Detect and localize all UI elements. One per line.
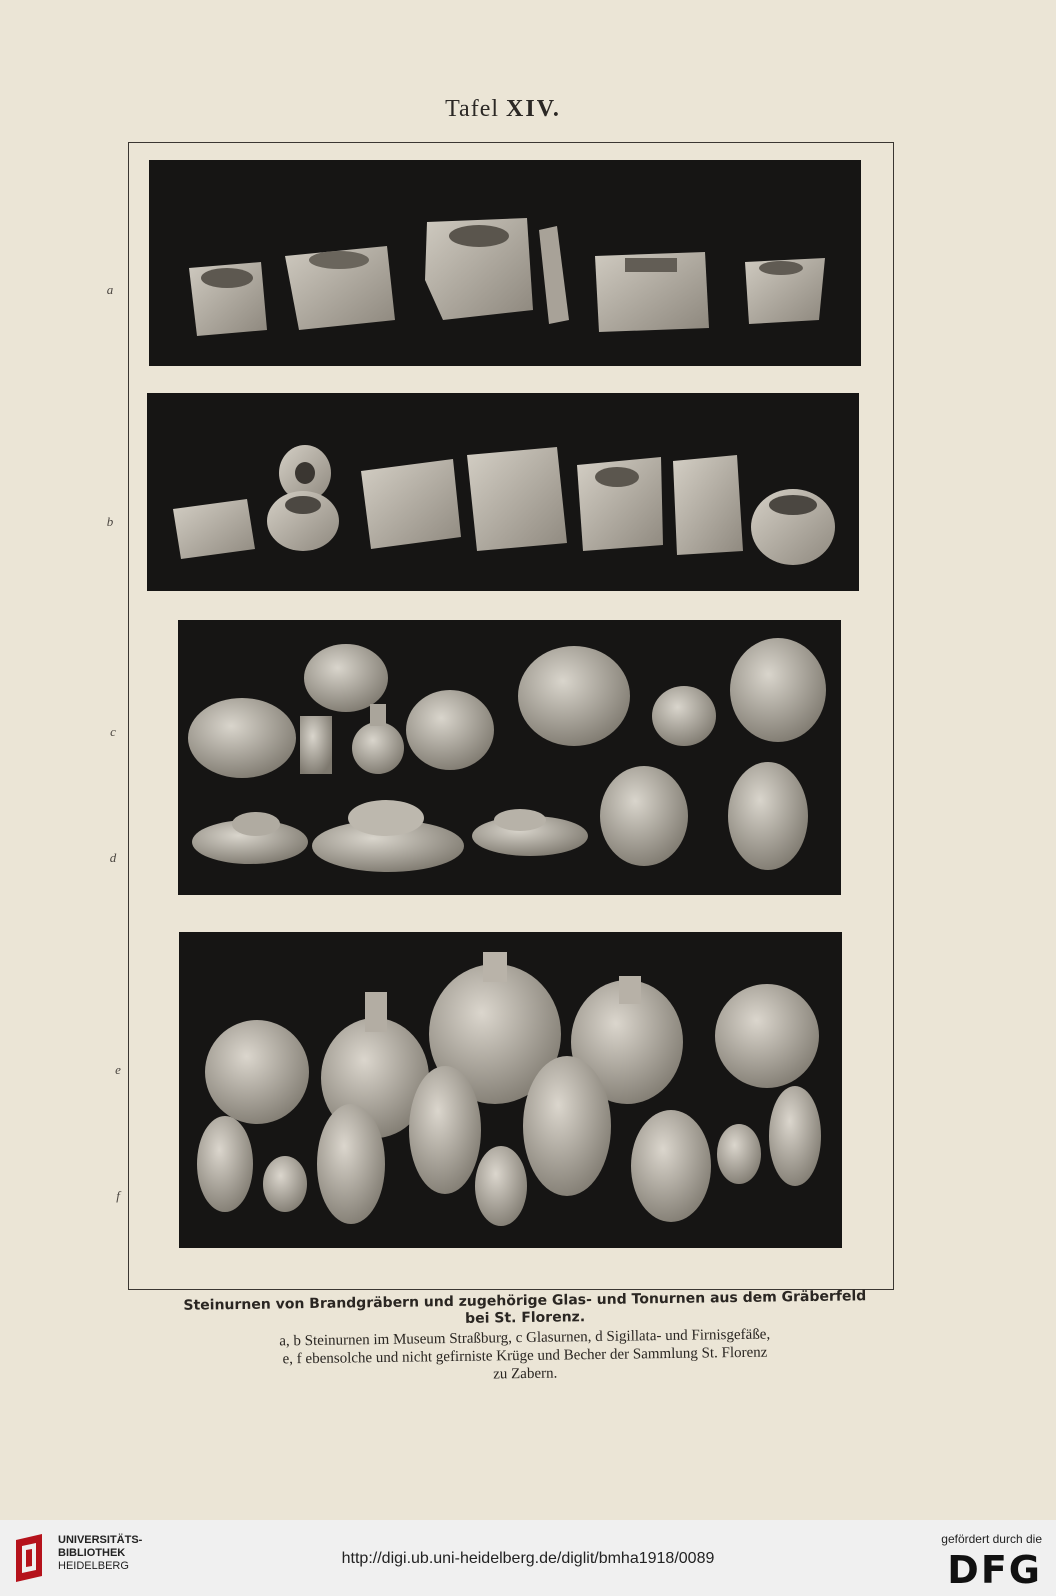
jugs-e-f-image [179,932,842,1248]
urn-b4 [467,447,567,551]
photo-stone-urns-a [149,160,861,366]
photo-jugs-and-beakers-e-f [179,932,842,1248]
dfg-logo: DFG [947,1548,1042,1592]
jug-f4 [409,1066,481,1194]
urn-b6 [673,455,743,555]
jug-f6 [523,1056,611,1196]
firnis-beaker-1 [600,766,688,866]
urn-e5 [715,984,819,1088]
urn-b3 [361,459,461,549]
row-label-e: e [115,1062,121,1077]
urn-a4 [539,226,569,324]
beaker-f1 [197,1116,253,1212]
digitization-footer [0,1520,1056,1596]
library-line2: BIBLIOTHEK [58,1547,126,1559]
vessels-c-d-image [178,620,841,895]
plate-title-number: XIV. [506,96,561,122]
stone-urns-b-image [147,393,859,591]
glass-bottle-1 [300,716,332,774]
glass-cup-1 [652,686,716,746]
photo-glass-and-sigillata-c-d [178,620,841,895]
glass-urn-5 [730,638,826,742]
row-label-c: c [110,724,116,739]
permalink-url[interactable]: http://digi.ub.uni-heidelberg.de/diglit/bmha1918/0089 [341,1550,715,1567]
row-label-a: a [106,282,114,297]
glass-urn-4 [518,646,630,746]
beaker-f9 [769,1086,821,1186]
jug-f3 [317,1104,385,1224]
glass-urn-3 [406,690,494,770]
stone-urns-a-image [149,160,861,366]
urn-e1 [205,1020,309,1124]
glass-urn-1 [188,698,296,778]
beaker-f8 [717,1124,761,1184]
glass-flask-1 [352,722,404,774]
caption-body [160,1324,891,1388]
library-line3: HEIDELBERG [58,1560,129,1572]
jug-f5 [475,1146,527,1226]
plate-title-prefix: Tafel [445,96,500,122]
firnis-beaker-2 [728,762,808,870]
library-line1: UNIVERSITÄTS- [58,1534,143,1546]
row-label-b: b [106,514,114,529]
beaker-f2 [263,1156,307,1212]
glass-urn-2 [304,644,388,712]
plate-title [0,96,1006,123]
caption-body-line3: zu Zabern. [493,1365,558,1383]
plate-caption [160,1288,890,1383]
photo-stone-urns-b [147,393,859,591]
caption-body-line1: a, b Steinurnen im Museum Straßburg, c Glasurnen, d Sigillata- und Firnisgefäße, [279,1326,771,1350]
caption-title-line1: Steinurnen von Brandgräbern und zugehörige Glas- und Tonurnen aus dem Gräberfeld [183,1288,867,1314]
caption-body-line2: e, f ebensolche und nicht gefirniste Krüge und Becher der Sammlung St. Florenz [282,1344,768,1368]
jug-f7 [631,1110,711,1222]
urn-b1 [173,499,255,559]
caption-title-line2: bei St. Florenz. [465,1309,586,1327]
funding-note: gefördert durch die [941,1532,1042,1546]
row-label-d: d [109,850,117,865]
row-label-f: f [116,1188,120,1203]
